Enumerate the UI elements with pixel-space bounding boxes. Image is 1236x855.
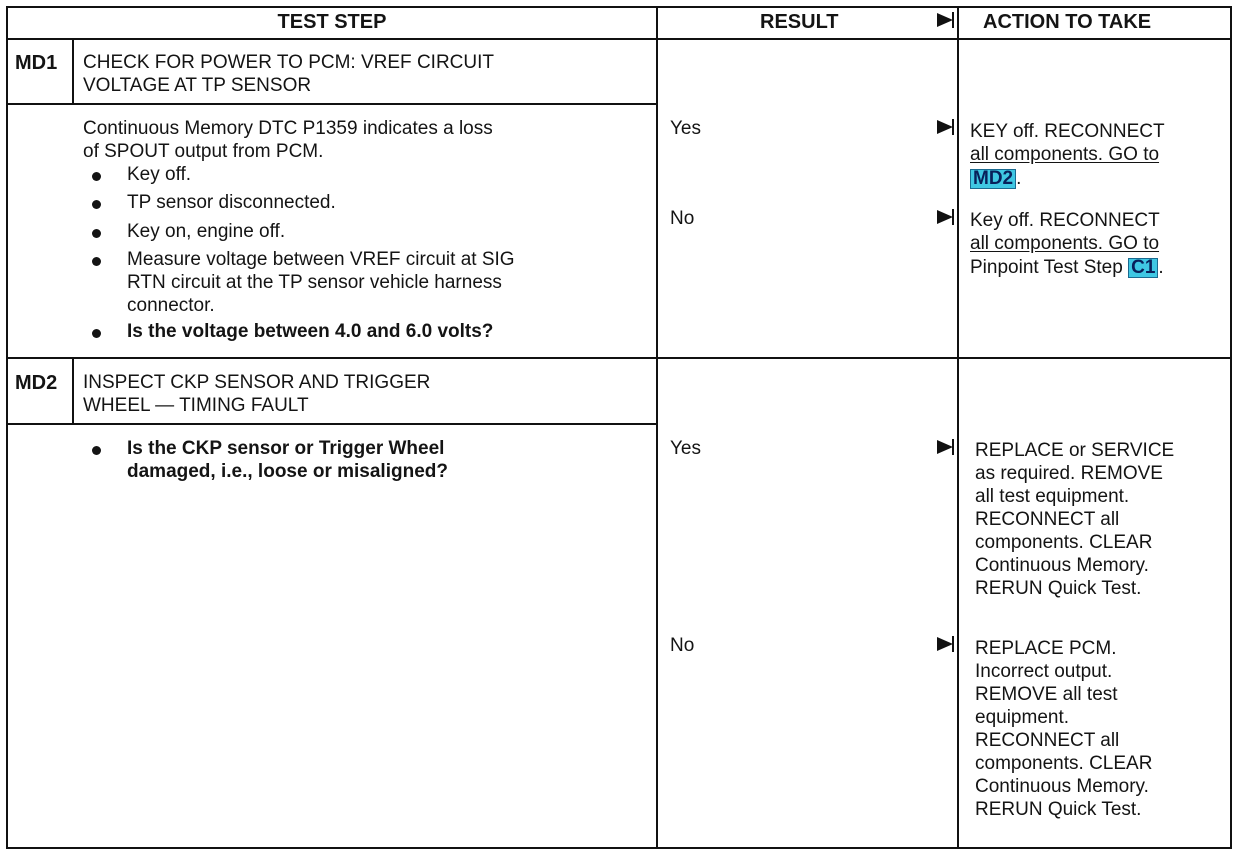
md2-no-action-line: Continuous Memory. [975, 776, 1149, 797]
table-top-rule [6, 6, 1232, 8]
bullet-icon [92, 446, 101, 455]
md1-yes-action-text: all components. GO to [970, 144, 1160, 165]
md1-yes-action-line-1: KEY off. RECONNECT [970, 121, 1165, 142]
md2-no-action-line: REMOVE all test [975, 684, 1118, 705]
md1-no-action-line-1: Key off. RECONNECT [970, 210, 1160, 231]
table-right-border [1230, 6, 1232, 849]
md1-yes-period: . [1016, 168, 1022, 189]
md2-step-id: MD2 [15, 372, 58, 394]
md1-question: Is the voltage between 4.0 and 6.0 volts? [127, 321, 494, 342]
md1-bullet-key-on: Key on, engine off. [127, 221, 286, 242]
md2-question-line-2: damaged, i.e., loose or misaligned? [127, 461, 448, 482]
bullet-icon [92, 257, 101, 266]
bullet-icon [92, 229, 101, 238]
md1-step-id: MD1 [15, 52, 58, 74]
bullet-icon [92, 200, 101, 209]
md2-id-divider [72, 357, 74, 423]
md2-title-rule [6, 423, 656, 425]
md2-title-line-1: INSPECT CKP SENSOR AND TRIGGER [83, 372, 431, 393]
md1-bullet-measure-line-1: Measure voltage between VREF circuit at SIG [127, 249, 515, 270]
md2-no-action-line: RERUN Quick Test. [975, 799, 1142, 820]
md2-no-action-line: REPLACE PCM. [975, 638, 1117, 659]
md2-result-yes: Yes [670, 438, 701, 459]
md2-yes-action-line: components. CLEAR [975, 532, 1153, 553]
md1-title-rule [6, 103, 656, 105]
md1-yes-action-line-2 [970, 144, 1159, 166]
md1-result-no: No [670, 208, 695, 229]
md2-link[interactable]: MD2 [970, 169, 1016, 189]
step-result-divider [656, 6, 658, 849]
md1-no-action-line-2 [970, 233, 1159, 255]
md2-yes-action-line: RECONNECT all [975, 509, 1120, 530]
md1-result-yes: Yes [670, 118, 701, 139]
table-left-border [6, 6, 8, 849]
md2-no-action-line: RECONNECT all [975, 730, 1120, 751]
bullet-icon [92, 329, 101, 338]
result-action-divider [957, 6, 959, 849]
header-result: RESULT [760, 11, 839, 33]
md1-no-action-line-3 [970, 257, 1164, 279]
md1-intro-line-2: of SPOUT output from PCM. [83, 141, 324, 162]
md2-no-action-line: Incorrect output. [975, 661, 1113, 682]
md1-yes-arrow-icon [937, 120, 953, 134]
bullet-icon [92, 172, 101, 181]
md2-yes-action-line: Continuous Memory. [975, 555, 1149, 576]
md2-question-line-1: Is the CKP sensor or Trigger Wheel [127, 438, 445, 459]
md2-no-arrow-icon [937, 637, 953, 651]
md2-no-action-line: components. CLEAR [975, 753, 1153, 774]
header-arrow-icon [937, 13, 953, 27]
md1-bullet-measure-line-3: connector. [127, 295, 215, 316]
md1-bullet-key-off: Key off. [127, 164, 192, 185]
header-action: ACTION TO TAKE [983, 11, 1152, 33]
md2-result-no: No [670, 635, 695, 656]
md2-yes-arrow-icon [937, 440, 953, 454]
md2-title-line-2: WHEEL — TIMING FAULT [83, 395, 309, 416]
md2-yes-action-line: RERUN Quick Test. [975, 578, 1142, 599]
header-bottom-rule [6, 38, 1232, 40]
md1-bottom-rule [6, 357, 1232, 359]
md1-title-line-2: VOLTAGE AT TP SENSOR [83, 75, 312, 96]
c1-link[interactable]: C1 [1128, 258, 1158, 278]
md1-id-divider [72, 38, 74, 103]
table-bottom-rule [6, 847, 1232, 849]
header-test-step: TEST STEP [277, 11, 387, 33]
md1-no-period: . [1158, 257, 1164, 278]
md1-intro-line-1: Continuous Memory DTC P1359 indicates a loss [83, 118, 493, 139]
md1-title-line-1: CHECK FOR POWER TO PCM: VREF CIRCUIT [83, 52, 494, 73]
md1-bullet-measure-line-2: RTN circuit at the TP sensor vehicle harness [127, 272, 502, 293]
md1-no-action-text: all components. GO to [970, 233, 1160, 254]
md1-no-arrow-icon [937, 210, 953, 224]
md1-yes-action-line-3 [970, 168, 1021, 190]
md2-yes-action-line: as required. REMOVE [975, 463, 1163, 484]
md2-yes-action-line: all test equipment. [975, 486, 1130, 507]
md1-bullet-tp-disconnected: TP sensor disconnected. [127, 192, 336, 213]
md1-no-action-text-3: Pinpoint Test Step [970, 257, 1123, 278]
md2-yes-action-line: REPLACE or SERVICE [975, 440, 1175, 461]
md2-no-action-line: equipment. [975, 707, 1070, 728]
